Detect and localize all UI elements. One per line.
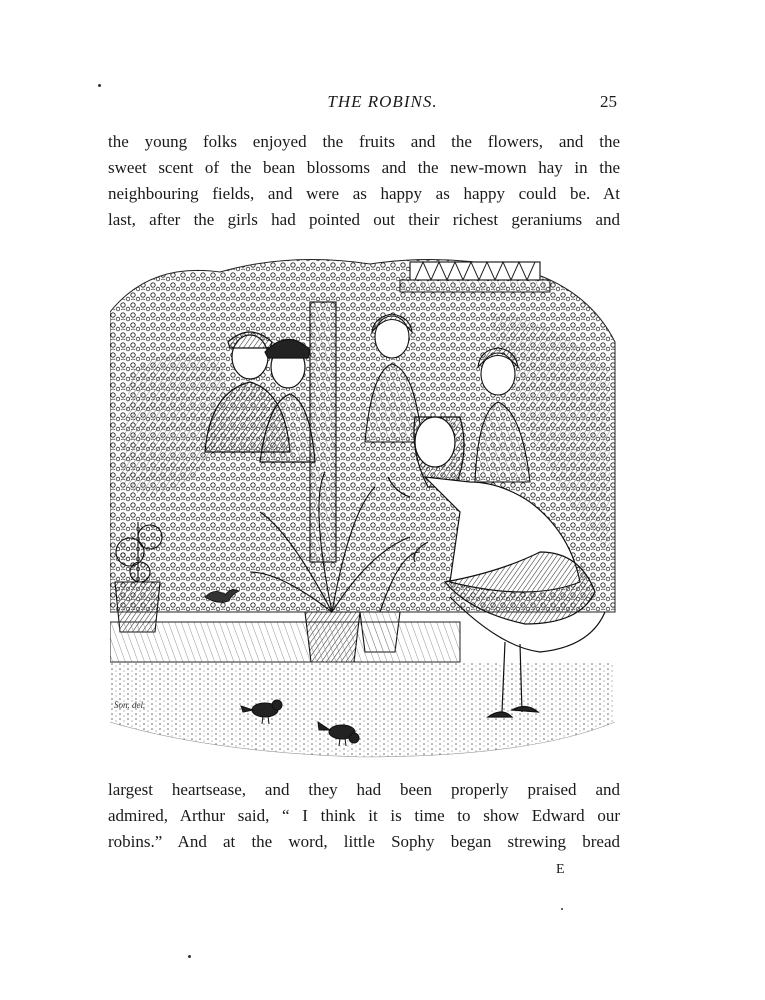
text-line: last, after the girls had pointed out their richest geraniums and — [108, 210, 620, 229]
body-text-top — [108, 129, 620, 233]
running-head — [0, 92, 765, 116]
paper-speck — [561, 908, 563, 910]
body-text-bottom — [108, 777, 620, 855]
trellis-beam — [400, 262, 550, 292]
signature-mark: E — [556, 862, 565, 877]
artist-signature: Son. del. — [114, 700, 146, 710]
paper-speck — [98, 84, 101, 87]
page-number: 25 — [600, 92, 617, 111]
text-line: sweet scent of the bean blossoms and the new-mown hay in the — [108, 158, 620, 177]
text-line: neighbouring fields, and were as happy as happy could be. At — [108, 184, 620, 203]
text-line: largest heartsease, and they had been properly praised and — [108, 780, 620, 799]
text-line: the young folks enjoyed the fruits and the flowers, and the — [108, 132, 620, 151]
running-title: THE ROBINS. — [327, 92, 438, 111]
text-line: admired, Arthur said, “ I think it is time to show Edward our — [108, 806, 620, 825]
paper-speck — [188, 955, 191, 958]
garden-post — [310, 302, 336, 562]
garden-engraving-illustration — [110, 252, 620, 762]
garden-step — [110, 622, 460, 662]
garden-ground — [110, 662, 615, 757]
text-line: robins.” And at the word, little Sophy began strewing bread — [108, 832, 620, 851]
